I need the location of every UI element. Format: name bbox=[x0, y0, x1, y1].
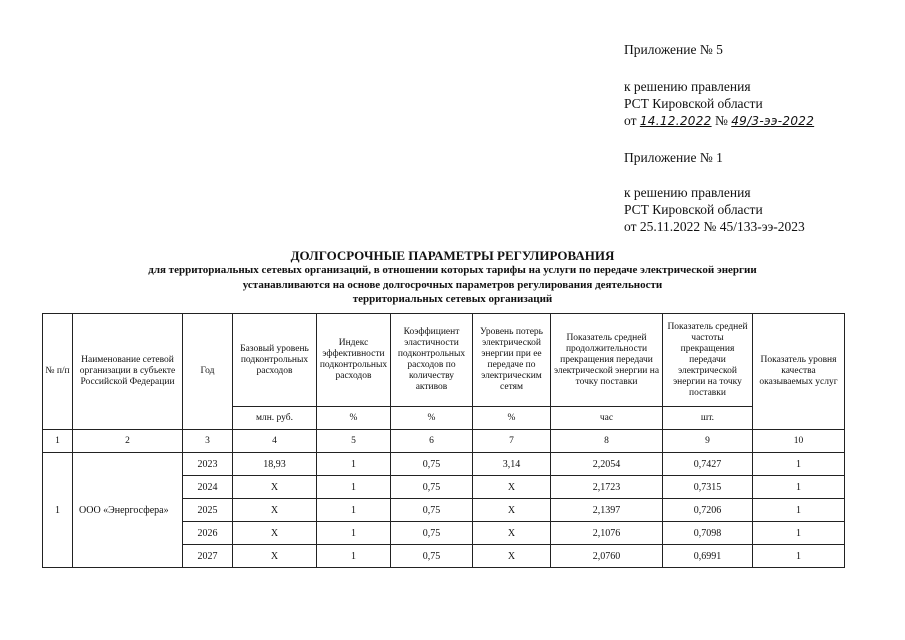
col-number: 2 bbox=[73, 430, 183, 453]
col-header-loss-level: Уровень потерь электрической энергии при ее передаче по электрическим сетям bbox=[473, 314, 551, 407]
cell-service-quality: 1 bbox=[753, 476, 845, 499]
annex-5-line1: к решению правления bbox=[624, 79, 751, 94]
cell-interruption-frequency: 0,7098 bbox=[663, 522, 753, 545]
header-row bbox=[43, 314, 845, 407]
column-numbers-row bbox=[43, 430, 845, 453]
cell-service-quality: 1 bbox=[753, 453, 845, 476]
unit-base-level: млн. руб. bbox=[233, 407, 317, 430]
document-subtitle-3: территориальных сетевых организаций bbox=[352, 293, 553, 305]
annex-5-date: 14.12.2022 bbox=[639, 114, 712, 128]
annex-5-number: 49/3-ээ-2022 bbox=[731, 114, 815, 128]
cell-year: 2025 bbox=[183, 499, 233, 522]
org-name: ООО «Энергосфера» bbox=[73, 453, 183, 568]
col-header-year: Год bbox=[183, 314, 233, 430]
col-header-number: № п/п bbox=[43, 314, 73, 430]
cell-interruption-frequency: 0,7427 bbox=[663, 453, 753, 476]
cell-base-level: X bbox=[233, 476, 317, 499]
col-number: 8 bbox=[551, 430, 663, 453]
col-header-efficiency-index: Индекс эффективности подконтрольных расходов bbox=[317, 314, 391, 407]
table-row bbox=[43, 453, 845, 476]
col-number: 5 bbox=[317, 430, 391, 453]
cell-loss-level: X bbox=[473, 499, 551, 522]
cell-interruption-duration: 2,1723 bbox=[551, 476, 663, 499]
col-number: 4 bbox=[233, 430, 317, 453]
parameters-table bbox=[42, 313, 845, 568]
annex-5-no-sign: № bbox=[714, 113, 728, 128]
annex-1-line1: к решению правления bbox=[624, 185, 751, 200]
cell-elasticity-coef: 0,75 bbox=[391, 453, 473, 476]
col-header-elasticity-coef: Коэффициент эластичности подконтрольных расходов по количеству активов bbox=[391, 314, 473, 407]
cell-interruption-duration: 2,0760 bbox=[551, 545, 663, 568]
org-number: 1 bbox=[43, 453, 73, 568]
unit-interruption-frequency: шт. bbox=[663, 407, 753, 430]
cell-interruption-frequency: 0,7315 bbox=[663, 476, 753, 499]
annex-5-prefix: от bbox=[624, 113, 637, 128]
cell-service-quality: 1 bbox=[753, 545, 845, 568]
cell-loss-level: X bbox=[473, 476, 551, 499]
cell-interruption-frequency: 0,6991 bbox=[663, 545, 753, 568]
col-number: 9 bbox=[663, 430, 753, 453]
cell-loss-level: X bbox=[473, 545, 551, 568]
cell-base-level: X bbox=[233, 522, 317, 545]
col-number: 7 bbox=[473, 430, 551, 453]
cell-efficiency-index: 1 bbox=[317, 499, 391, 522]
cell-elasticity-coef: 0,75 bbox=[391, 545, 473, 568]
col-number: 3 bbox=[183, 430, 233, 453]
cell-elasticity-coef: 0,75 bbox=[391, 499, 473, 522]
document-subtitle-2: устанавливаются на основе долгосрочных параметров регулирования деятельности bbox=[242, 279, 663, 291]
cell-efficiency-index: 1 bbox=[317, 476, 391, 499]
cell-efficiency-index: 1 bbox=[317, 545, 391, 568]
annex-1-line2: РСТ Кировской области bbox=[624, 202, 763, 217]
cell-interruption-frequency: 0,7206 bbox=[663, 499, 753, 522]
annex-5-line3 bbox=[624, 112, 814, 130]
col-header-base-level: Базовый уровень подконтрольных расходов bbox=[233, 314, 317, 407]
col-header-interruption-duration: Показатель средней продолжительности прекращения передачи электрической энергии на точку поставки bbox=[551, 314, 663, 407]
cell-elasticity-coef: 0,75 bbox=[391, 476, 473, 499]
annex-5-title: Приложение № 5 bbox=[624, 42, 723, 57]
unit-efficiency-index: % bbox=[317, 407, 391, 430]
unit-loss-level: % bbox=[473, 407, 551, 430]
cell-loss-level: 3,14 bbox=[473, 453, 551, 476]
annex-5-line2: РСТ Кировской области bbox=[624, 96, 763, 111]
cell-year: 2023 bbox=[183, 453, 233, 476]
cell-base-level: 18,93 bbox=[233, 453, 317, 476]
cell-base-level: X bbox=[233, 499, 317, 522]
cell-year: 2026 bbox=[183, 522, 233, 545]
cell-interruption-duration: 2,1397 bbox=[551, 499, 663, 522]
col-header-service-quality: Показатель уровня качества оказываемых услуг bbox=[753, 314, 845, 430]
col-header-org-name: Наименование сетевой организации в субъекте Российской Федерации bbox=[73, 314, 183, 430]
cell-year: 2024 bbox=[183, 476, 233, 499]
document-title: ДОЛГОСРОЧНЫЕ ПАРАМЕТРЫ РЕГУЛИРОВАНИЯ bbox=[290, 248, 615, 263]
document-subtitle-1: для территориальных сетевых организаций, в отношении которых тарифы на услуги по передаче электрической энергии bbox=[148, 264, 757, 276]
cell-interruption-duration: 2,1076 bbox=[551, 522, 663, 545]
annex-1-line3: от 25.11.2022 № 45/133-ээ-2023 bbox=[624, 219, 805, 234]
cell-efficiency-index: 1 bbox=[317, 522, 391, 545]
unit-elasticity-coef: % bbox=[391, 407, 473, 430]
col-header-interruption-frequency: Показатель средней частоты прекращения передачи электрической энергии на точку поставки bbox=[663, 314, 753, 407]
col-number: 6 bbox=[391, 430, 473, 453]
cell-interruption-duration: 2,2054 bbox=[551, 453, 663, 476]
annex-1-title: Приложение № 1 bbox=[624, 150, 723, 165]
cell-year: 2027 bbox=[183, 545, 233, 568]
cell-base-level: X bbox=[233, 545, 317, 568]
col-number: 10 bbox=[753, 430, 845, 453]
cell-service-quality: 1 bbox=[753, 499, 845, 522]
unit-interruption-duration: час bbox=[551, 407, 663, 430]
cell-efficiency-index: 1 bbox=[317, 453, 391, 476]
cell-loss-level: X bbox=[473, 522, 551, 545]
col-number: 1 bbox=[43, 430, 73, 453]
cell-service-quality: 1 bbox=[753, 522, 845, 545]
cell-elasticity-coef: 0,75 bbox=[391, 522, 473, 545]
